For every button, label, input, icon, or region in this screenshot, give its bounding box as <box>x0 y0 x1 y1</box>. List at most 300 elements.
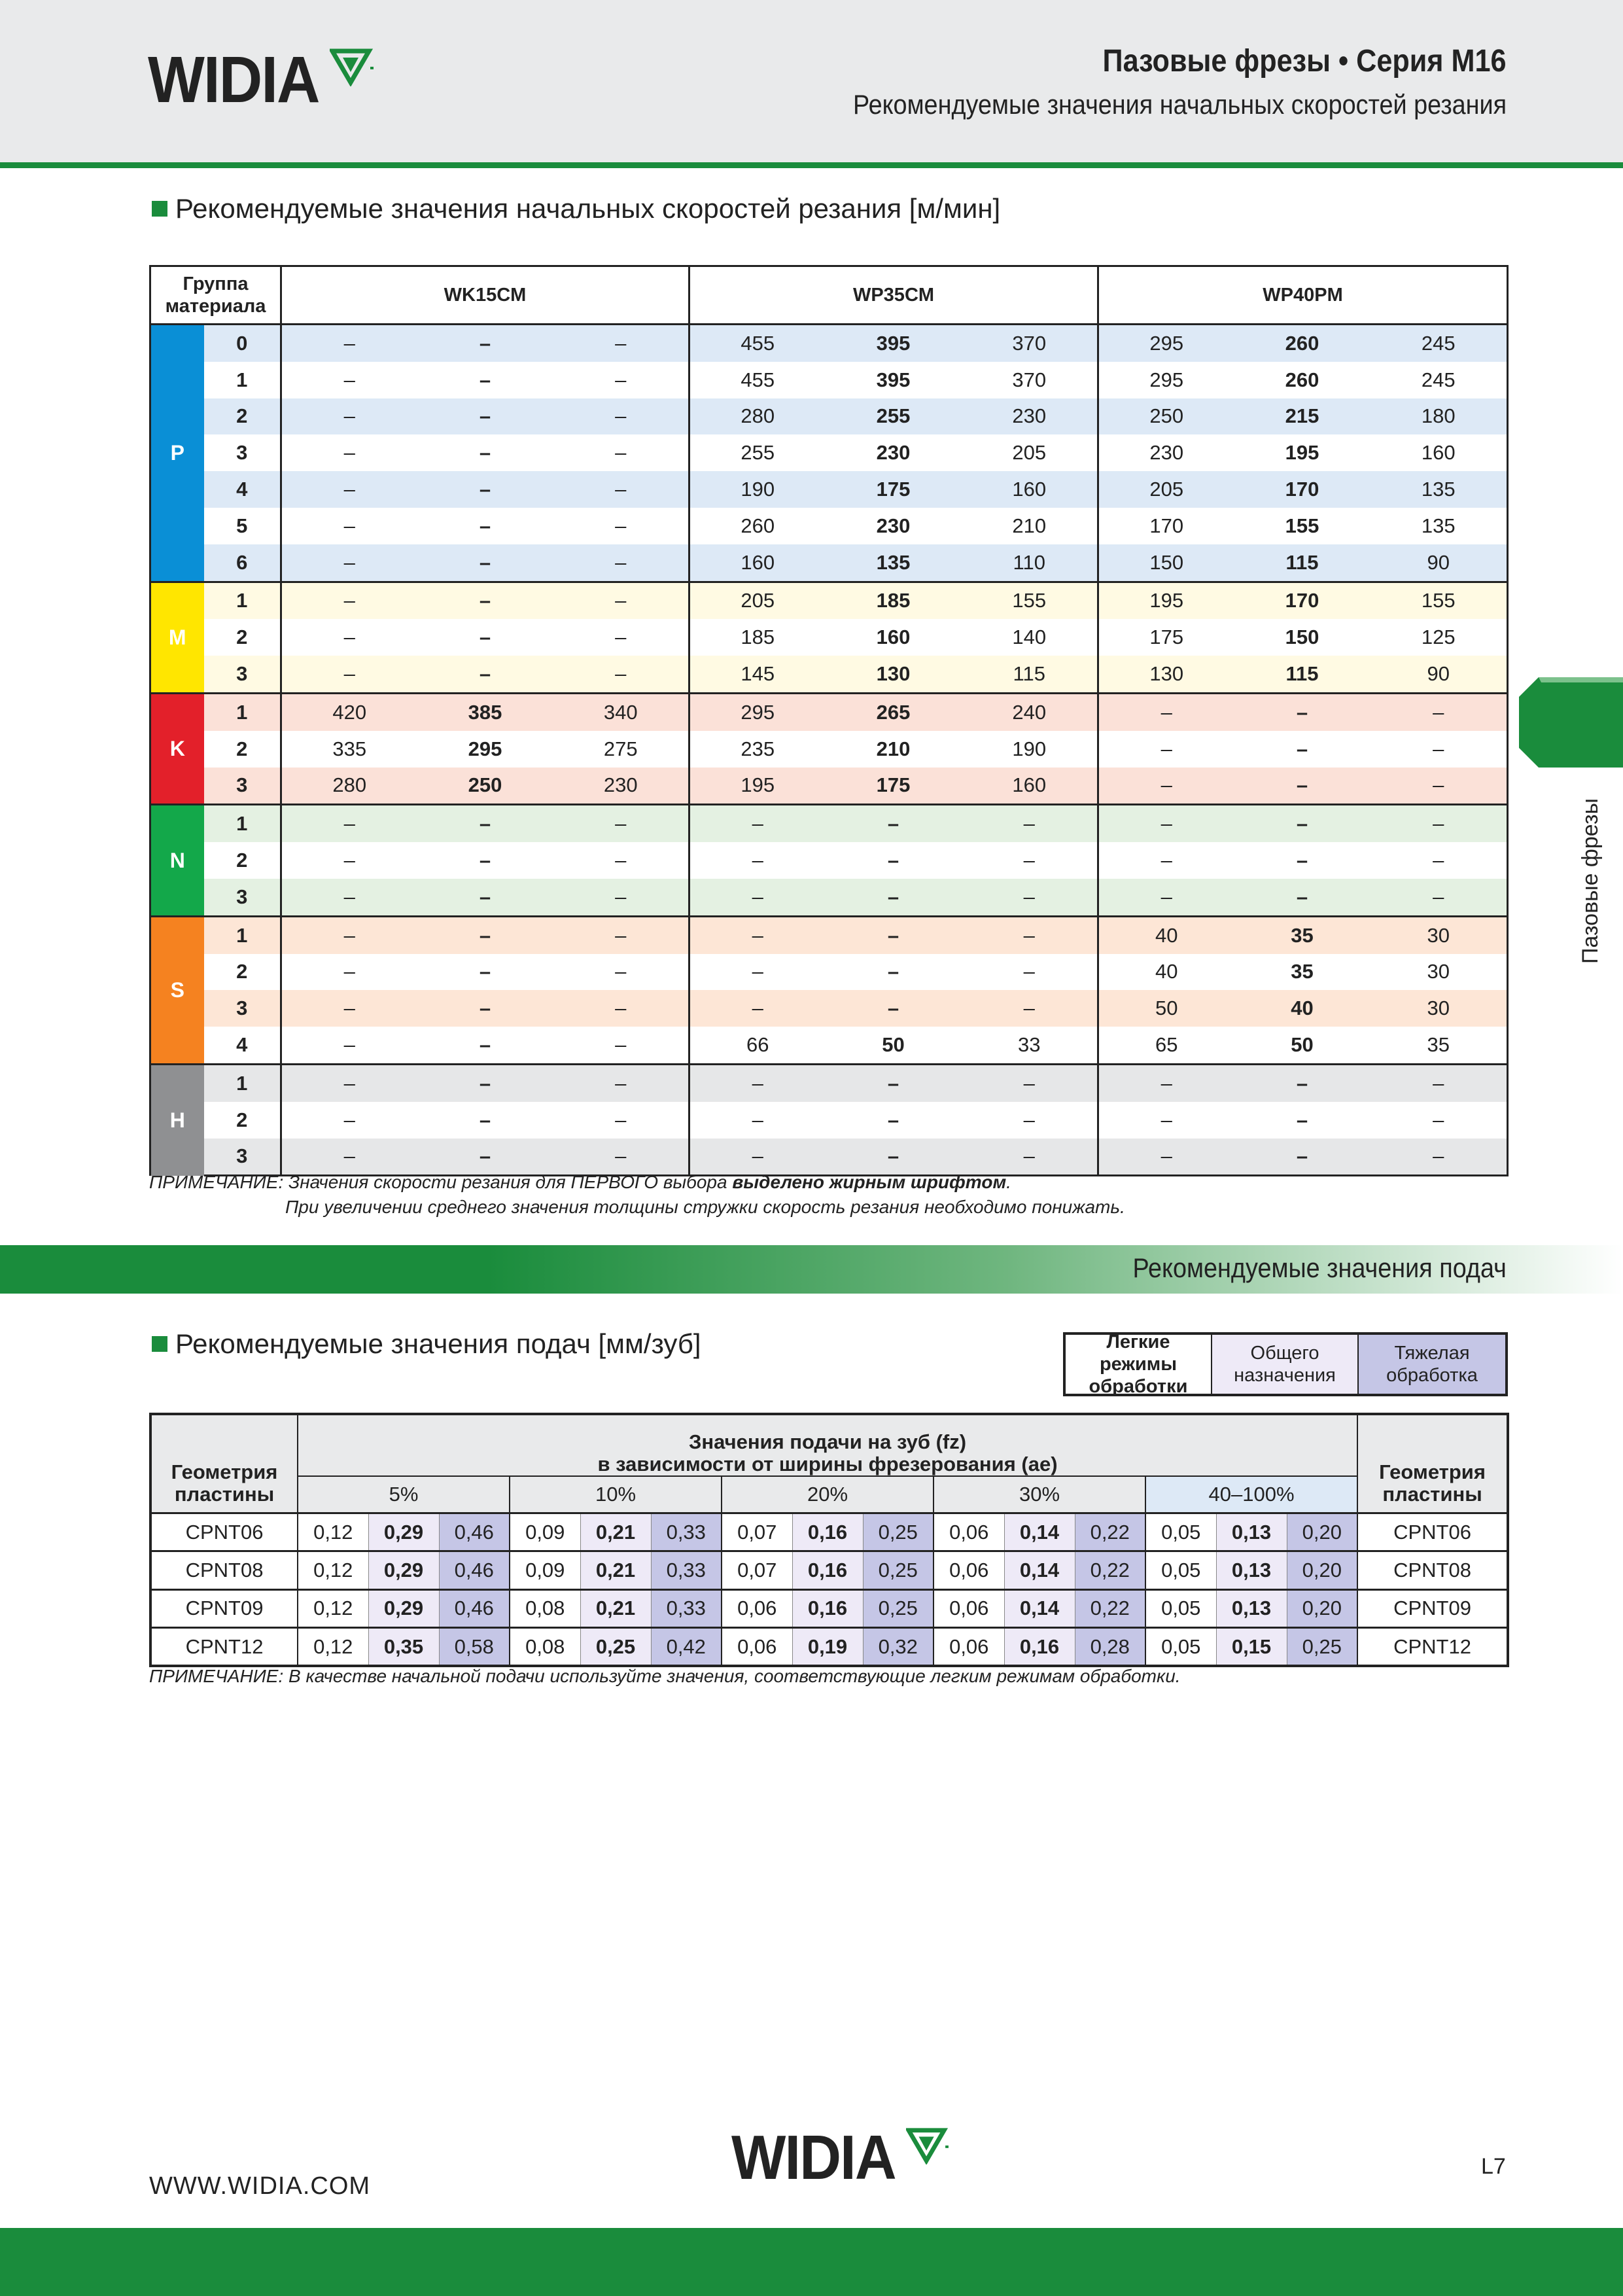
speed-value: – <box>1098 879 1234 916</box>
feed-row <box>150 1589 1508 1627</box>
page-number: L7 <box>1481 2154 1506 2179</box>
speed-value: – <box>417 471 553 508</box>
speed-value: – <box>962 1064 1098 1101</box>
speed-value: – <box>553 1139 689 1176</box>
speed-value: – <box>1234 768 1370 805</box>
speed-value: – <box>553 990 689 1027</box>
speed-value: 155 <box>962 582 1098 619</box>
speed-value: 230 <box>826 508 962 544</box>
speed-value: 40 <box>1098 954 1234 991</box>
feed-value: 0,09 <box>510 1513 580 1551</box>
speed-value: 125 <box>1370 619 1508 656</box>
feed-value: 0,16 <box>1004 1627 1075 1666</box>
speed-value: 245 <box>1370 325 1508 362</box>
speed-value: 260 <box>1234 325 1370 362</box>
speed-value: – <box>281 508 417 544</box>
speed-value: 255 <box>826 398 962 435</box>
speed-value: 150 <box>1234 619 1370 656</box>
widia-logo <box>148 43 375 116</box>
feed-value: 0,05 <box>1145 1627 1216 1666</box>
speed-value: – <box>1098 842 1234 879</box>
speed-value: – <box>689 805 826 842</box>
speed-value: 395 <box>826 362 962 398</box>
speed-value: – <box>1370 805 1508 842</box>
width-header: 40–100% <box>1145 1476 1357 1513</box>
feed-value: 0,28 <box>1075 1627 1145 1666</box>
feed-note: ПРИМЕЧАНИЕ: В качестве начальной подачи используйте значения, соответствующие легким режимам обработки. <box>149 1666 1181 1686</box>
feed-band-label: Рекомендуемые значения подач <box>1132 1252 1507 1283</box>
feed-row <box>150 1627 1508 1666</box>
speed-value: 170 <box>1234 471 1370 508</box>
speed-row <box>150 582 1508 619</box>
speed-row <box>150 954 1508 991</box>
speed-value: – <box>1370 693 1508 730</box>
material-group-p: P <box>150 325 204 582</box>
feed-value: 0,22 <box>1075 1589 1145 1627</box>
geometry-header: Геометрия пластины <box>150 1414 298 1513</box>
speed-value: – <box>826 990 962 1027</box>
feed-value: 0,35 <box>368 1627 439 1666</box>
feed-main-header: Значения подачи на зуб (fz) в зависимости от ширины фрезерования (ae) <box>298 1414 1357 1476</box>
geometry-cell: CPNT06 <box>150 1513 298 1551</box>
speed-value: 230 <box>826 434 962 471</box>
speed-value: 35 <box>1370 1027 1508 1064</box>
speed-note: ПРИМЕЧАНИЕ: Значения скорости резания для ПЕРВОГО выбора выделено жирным шрифтом. При увеличении среднего значения толщины стружки скорость резания необходимо понижать. <box>149 1172 1125 1217</box>
header-divider <box>0 162 1623 168</box>
speed-value: – <box>417 619 553 656</box>
feed-value: 0,20 <box>1287 1589 1357 1627</box>
speed-value: 135 <box>826 544 962 582</box>
speed-value: 250 <box>417 768 553 805</box>
speed-value: – <box>553 362 689 398</box>
speed-table <box>149 265 1509 1176</box>
speed-value: 175 <box>826 471 962 508</box>
logo-wordmark: WIDIA <box>731 2123 896 2193</box>
feed-value: 0,21 <box>580 1589 651 1627</box>
speed-value: – <box>281 879 417 916</box>
speed-value: – <box>1370 768 1508 805</box>
speed-value: – <box>281 990 417 1027</box>
speed-value: 110 <box>962 544 1098 582</box>
feed-value: 0,25 <box>863 1513 934 1551</box>
geometry-cell-right: CPNT12 <box>1357 1627 1508 1666</box>
speed-value: – <box>281 582 417 619</box>
speed-value: 205 <box>962 434 1098 471</box>
speed-row <box>150 916 1508 953</box>
speed-value: – <box>689 879 826 916</box>
geometry-cell-right: CPNT06 <box>1357 1513 1508 1551</box>
material-subgroup: 2 <box>204 731 281 768</box>
speed-value: 245 <box>1370 362 1508 398</box>
feed-value: 0,16 <box>792 1513 863 1551</box>
speed-value: 295 <box>1098 325 1234 362</box>
speed-value: 155 <box>1370 582 1508 619</box>
feed-table <box>149 1413 1509 1667</box>
speed-value: – <box>689 916 826 953</box>
speed-value: – <box>553 398 689 435</box>
material-group-m: M <box>150 582 204 693</box>
width-header: 10% <box>510 1476 722 1513</box>
speed-value: – <box>417 434 553 471</box>
speed-value: – <box>553 1102 689 1139</box>
speed-value: 160 <box>962 471 1098 508</box>
speed-value: – <box>1370 1064 1508 1101</box>
speed-value: – <box>826 954 962 991</box>
speed-row <box>150 1027 1508 1064</box>
footer-bar <box>0 2228 1623 2296</box>
speed-value: – <box>826 805 962 842</box>
speed-value: – <box>417 656 553 693</box>
speed-row <box>150 879 1508 916</box>
feed-value: 0,25 <box>580 1627 651 1666</box>
geometry-cell-right: CPNT09 <box>1357 1589 1508 1627</box>
speed-value: – <box>689 1102 826 1139</box>
speed-value: 230 <box>553 768 689 805</box>
speed-value: – <box>1370 731 1508 768</box>
speed-row <box>150 1102 1508 1139</box>
speed-value: 50 <box>1234 1027 1370 1064</box>
speed-row <box>150 731 1508 768</box>
speed-value: 145 <box>689 656 826 693</box>
speed-value: – <box>281 619 417 656</box>
speed-value: – <box>553 544 689 582</box>
speed-value: – <box>281 916 417 953</box>
speed-value: 50 <box>826 1027 962 1064</box>
speed-value: 335 <box>281 731 417 768</box>
speed-value: – <box>417 1139 553 1176</box>
speed-row <box>150 805 1508 842</box>
speed-row <box>150 768 1508 805</box>
material-subgroup: 3 <box>204 656 281 693</box>
speed-value: – <box>1098 693 1234 730</box>
speed-value: – <box>281 434 417 471</box>
speed-value: – <box>1234 805 1370 842</box>
group-header: Группа материала <box>150 266 281 325</box>
feed-value: 0,05 <box>1145 1513 1216 1551</box>
speed-value: – <box>962 1102 1098 1139</box>
speed-value: – <box>1098 805 1234 842</box>
speed-value: 370 <box>962 325 1098 362</box>
feed-value: 0,20 <box>1287 1513 1357 1551</box>
material-subgroup: 4 <box>204 1027 281 1064</box>
speed-value: 275 <box>553 731 689 768</box>
speed-value: – <box>417 398 553 435</box>
speed-value: 260 <box>689 508 826 544</box>
speed-value: 66 <box>689 1027 826 1064</box>
speed-value: – <box>553 619 689 656</box>
speed-value: – <box>553 805 689 842</box>
feed-value: 0,05 <box>1145 1551 1216 1589</box>
feed-value: 0,12 <box>298 1589 368 1627</box>
feed-value: 0,19 <box>792 1627 863 1666</box>
speed-value: – <box>826 879 962 916</box>
logo-triangle-icon <box>330 47 375 86</box>
speed-value: – <box>417 916 553 953</box>
section-bullet-icon <box>152 201 167 217</box>
feed-value: 0,13 <box>1216 1551 1287 1589</box>
speed-value: 255 <box>689 434 826 471</box>
speed-value: 35 <box>1234 916 1370 953</box>
feed-value: 0,22 <box>1075 1513 1145 1551</box>
speed-value: – <box>281 398 417 435</box>
speed-value: – <box>417 362 553 398</box>
speed-value: – <box>553 954 689 991</box>
page-subtitle: Рекомендуемые значения начальных скоростей резания <box>852 89 1507 120</box>
speed-value: – <box>281 842 417 879</box>
speed-value: – <box>417 1102 553 1139</box>
speed-value: – <box>1234 693 1370 730</box>
speed-value: – <box>281 471 417 508</box>
speed-value: – <box>553 842 689 879</box>
speed-value: 280 <box>281 768 417 805</box>
speed-value: 135 <box>1370 508 1508 544</box>
material-subgroup: 4 <box>204 471 281 508</box>
material-subgroup: 2 <box>204 842 281 879</box>
material-group-k: K <box>150 693 204 804</box>
feed-value: 0,25 <box>863 1551 934 1589</box>
feed-value: 0,14 <box>1004 1551 1075 1589</box>
speed-value: – <box>417 544 553 582</box>
feed-value: 0,06 <box>934 1513 1004 1551</box>
speed-value: – <box>553 656 689 693</box>
speed-value: – <box>1234 731 1370 768</box>
speed-value: 185 <box>826 582 962 619</box>
feed-row <box>150 1513 1508 1551</box>
material-subgroup: 3 <box>204 879 281 916</box>
speed-value: – <box>417 1027 553 1064</box>
speed-value: – <box>1234 1102 1370 1139</box>
feed-value: 0,09 <box>510 1551 580 1589</box>
speed-value: – <box>553 879 689 916</box>
website-link[interactable]: WWW.WIDIA.COM <box>149 2172 371 2200</box>
material-subgroup: 1 <box>204 805 281 842</box>
width-header: 30% <box>934 1476 1145 1513</box>
speed-value: 65 <box>1098 1027 1234 1064</box>
speed-value: 420 <box>281 693 417 730</box>
speed-value: – <box>1234 842 1370 879</box>
speed-value: 370 <box>962 362 1098 398</box>
speed-section-title: Рекомендуемые значения начальных скоростей резания [м/мин] <box>152 193 1000 224</box>
feed-value: 0,42 <box>651 1627 722 1666</box>
speed-value: – <box>417 1064 553 1101</box>
speed-value: 115 <box>1234 656 1370 693</box>
feed-value: 0,13 <box>1216 1589 1287 1627</box>
feed-value: 0,25 <box>863 1589 934 1627</box>
speed-value: 30 <box>1370 916 1508 953</box>
feed-value: 0,06 <box>934 1589 1004 1627</box>
speed-row <box>150 471 1508 508</box>
speed-value: – <box>281 544 417 582</box>
speed-value: – <box>962 954 1098 991</box>
speed-value: 90 <box>1370 544 1508 582</box>
speed-value: – <box>826 1102 962 1139</box>
speed-value: 130 <box>826 656 962 693</box>
speed-value: 295 <box>689 693 826 730</box>
speed-value: – <box>689 842 826 879</box>
feed-value: 0,06 <box>934 1551 1004 1589</box>
legend-light: Легкие режимы обработки <box>1066 1335 1212 1394</box>
feed-value: 0,07 <box>722 1551 792 1589</box>
speed-row <box>150 398 1508 435</box>
material-subgroup: 3 <box>204 434 281 471</box>
feed-value: 0,33 <box>651 1589 722 1627</box>
logo-wordmark: WIDIA <box>148 43 319 116</box>
speed-value: 160 <box>826 619 962 656</box>
speed-value: – <box>962 842 1098 879</box>
speed-value: 50 <box>1098 990 1234 1027</box>
feed-value: 0,14 <box>1004 1589 1075 1627</box>
speed-value: 30 <box>1370 954 1508 991</box>
speed-value: – <box>553 1027 689 1064</box>
feed-value: 0,20 <box>1287 1551 1357 1589</box>
feed-value: 0,46 <box>439 1551 510 1589</box>
geometry-cell: CPNT12 <box>150 1627 298 1666</box>
speed-value: – <box>689 990 826 1027</box>
speed-header-row <box>150 266 1508 325</box>
feed-value: 0,15 <box>1216 1627 1287 1666</box>
speed-value: 130 <box>1098 656 1234 693</box>
speed-value: 210 <box>826 731 962 768</box>
speed-value: 230 <box>1098 434 1234 471</box>
speed-value: 175 <box>826 768 962 805</box>
speed-row <box>150 990 1508 1027</box>
page-title: Пазовые фрезы • Серия M16 <box>1103 44 1507 79</box>
speed-value: – <box>553 1064 689 1101</box>
speed-value: 140 <box>962 619 1098 656</box>
feed-header-row <box>150 1414 1508 1476</box>
speed-value: – <box>826 1139 962 1176</box>
speed-value: – <box>1098 768 1234 805</box>
material-subgroup: 1 <box>204 582 281 619</box>
feed-width-row <box>150 1476 1508 1513</box>
feed-value: 0,33 <box>651 1513 722 1551</box>
material-subgroup: 1 <box>204 916 281 953</box>
speed-value: 260 <box>1234 362 1370 398</box>
widia-logo-footer <box>731 2123 951 2193</box>
speed-value: – <box>281 1064 417 1101</box>
speed-value: 195 <box>1098 582 1234 619</box>
speed-value: 190 <box>689 471 826 508</box>
feed-value: 0,12 <box>298 1627 368 1666</box>
speed-value: 115 <box>962 656 1098 693</box>
speed-value: – <box>281 656 417 693</box>
speed-value: – <box>417 842 553 879</box>
feed-section-title: Рекомендуемые значения подач [мм/зуб] <box>152 1328 701 1360</box>
material-group-s: S <box>150 916 204 1064</box>
speed-row <box>150 434 1508 471</box>
speed-value: – <box>281 1102 417 1139</box>
material-subgroup: 0 <box>204 325 281 362</box>
speed-value: – <box>417 990 553 1027</box>
speed-value: 30 <box>1370 990 1508 1027</box>
speed-value: – <box>962 879 1098 916</box>
speed-value: 150 <box>1098 544 1234 582</box>
speed-value: 265 <box>826 693 962 730</box>
speed-value: – <box>1098 1102 1234 1139</box>
speed-row <box>150 656 1508 693</box>
speed-value: – <box>689 1064 826 1101</box>
speed-value: – <box>1098 731 1234 768</box>
speed-value: 33 <box>962 1027 1098 1064</box>
material-subgroup: 1 <box>204 362 281 398</box>
feed-value: 0,08 <box>510 1589 580 1627</box>
speed-value: – <box>417 325 553 362</box>
speed-row <box>150 693 1508 730</box>
material-subgroup: 1 <box>204 693 281 730</box>
feed-value: 0,58 <box>439 1627 510 1666</box>
feed-value: 0,29 <box>368 1551 439 1589</box>
speed-value: 195 <box>1234 434 1370 471</box>
speed-value: – <box>417 582 553 619</box>
material-subgroup: 1 <box>204 1064 281 1101</box>
speed-value: 340 <box>553 693 689 730</box>
feed-value: 0,16 <box>792 1551 863 1589</box>
legend-general: Общего назначения <box>1212 1335 1359 1394</box>
speed-value: 175 <box>1098 619 1234 656</box>
speed-value: – <box>962 805 1098 842</box>
width-header: 5% <box>298 1476 510 1513</box>
speed-value: – <box>553 916 689 953</box>
grade-header: WP35CM <box>689 266 1098 325</box>
speed-row <box>150 842 1508 879</box>
material-subgroup: 2 <box>204 398 281 435</box>
speed-value: 170 <box>1098 508 1234 544</box>
speed-value: – <box>1098 1139 1234 1176</box>
speed-value: 235 <box>689 731 826 768</box>
speed-value: – <box>417 879 553 916</box>
speed-value: 40 <box>1098 916 1234 953</box>
speed-value: – <box>962 1139 1098 1176</box>
speed-value: – <box>689 954 826 991</box>
feed-value: 0,29 <box>368 1513 439 1551</box>
speed-value: – <box>1098 1064 1234 1101</box>
speed-value: – <box>417 954 553 991</box>
speed-value: – <box>1370 1102 1508 1139</box>
speed-row <box>150 544 1508 582</box>
material-subgroup: 6 <box>204 544 281 582</box>
speed-value: – <box>1234 879 1370 916</box>
material-subgroup: 3 <box>204 768 281 805</box>
feed-value: 0,05 <box>1145 1589 1216 1627</box>
logo-triangle-icon <box>906 2127 951 2164</box>
speed-value: – <box>281 954 417 991</box>
speed-value: – <box>417 508 553 544</box>
feed-value: 0,07 <box>722 1513 792 1551</box>
feed-value: 0,06 <box>722 1627 792 1666</box>
feed-row <box>150 1551 1508 1589</box>
material-subgroup: 5 <box>204 508 281 544</box>
speed-value: – <box>553 325 689 362</box>
material-group-h: H <box>150 1064 204 1175</box>
speed-value: 185 <box>689 619 826 656</box>
speed-value: – <box>553 434 689 471</box>
material-subgroup: 3 <box>204 990 281 1027</box>
feed-value: 0,25 <box>1287 1627 1357 1666</box>
speed-value: 160 <box>689 544 826 582</box>
speed-value: – <box>689 1139 826 1176</box>
speed-value: 205 <box>689 582 826 619</box>
speed-value: – <box>826 842 962 879</box>
feed-value: 0,08 <box>510 1627 580 1666</box>
material-subgroup: 2 <box>204 954 281 991</box>
speed-value: 240 <box>962 693 1098 730</box>
speed-value: – <box>417 805 553 842</box>
speed-row <box>150 619 1508 656</box>
feed-value: 0,14 <box>1004 1513 1075 1551</box>
feed-value: 0,21 <box>580 1513 651 1551</box>
speed-value: 455 <box>689 362 826 398</box>
section-bullet-icon <box>152 1336 167 1352</box>
